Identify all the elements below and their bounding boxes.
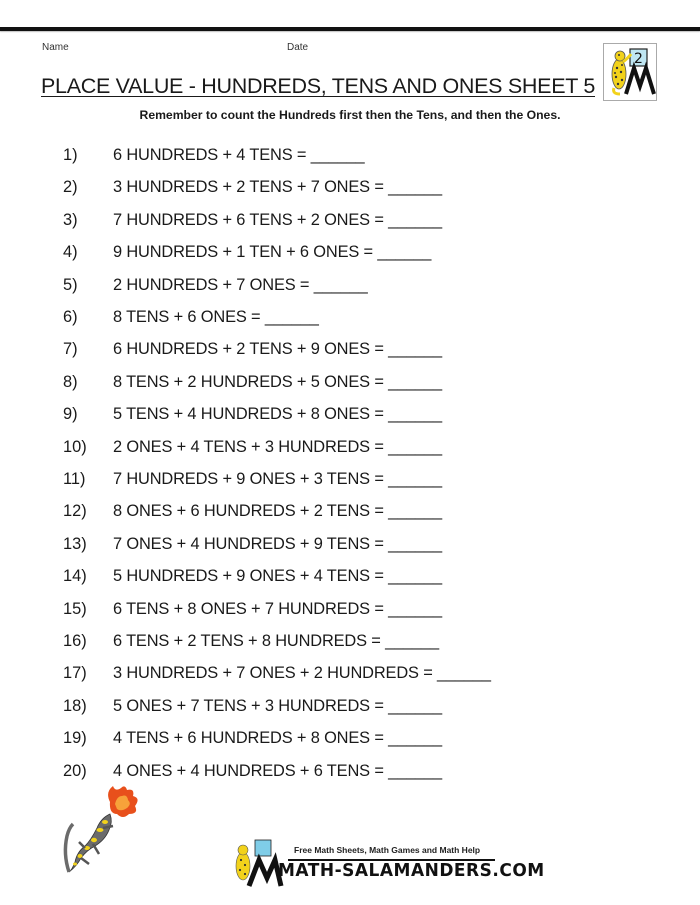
question-expression[interactable]: 7 HUNDREDS + 9 ONES + 3 TENS = ______ <box>113 470 442 488</box>
top-rule <box>0 27 700 31</box>
question-expression[interactable]: 5 TENS + 4 HUNDREDS + 8 ONES = ______ <box>113 405 442 424</box>
question-row <box>0 433 700 461</box>
question-number: 6) <box>63 308 78 326</box>
question-number: 4) <box>63 243 78 262</box>
question-expression[interactable]: 4 TENS + 6 HUNDREDS + 8 ONES = ______ <box>113 729 442 748</box>
question-expression[interactable]: 9 HUNDREDS + 1 TEN + 6 ONES = ______ <box>113 243 432 262</box>
question-number: 1) <box>63 146 78 164</box>
question-number: 14) <box>63 567 87 586</box>
question-row <box>0 303 700 331</box>
question-row <box>0 206 700 234</box>
question-number: 17) <box>63 664 87 683</box>
page-title: PLACE VALUE - HUNDREDS, TENS AND ONES SHEET 5 <box>41 74 596 98</box>
question-expression[interactable]: 2 HUNDREDS + 7 ONES = ______ <box>113 275 368 294</box>
question-row <box>0 562 700 590</box>
question-row <box>0 173 700 201</box>
question-row <box>0 368 700 396</box>
question-number: 2) <box>63 178 78 197</box>
question-expression[interactable]: 6 TENS + 8 ONES + 7 HUNDREDS = ______ <box>113 599 442 618</box>
question-number: 7) <box>63 340 78 359</box>
question-number: 20) <box>63 761 87 780</box>
instructions: Remember to count the Hundreds first then the Tens, and then the Ones. <box>139 108 561 122</box>
question-number: 3) <box>63 210 78 229</box>
question-row <box>0 595 700 623</box>
question-number: 9) <box>63 405 78 424</box>
question-expression[interactable]: 5 ONES + 7 TENS + 3 HUNDREDS = ______ <box>113 696 442 715</box>
question-number: 16) <box>63 632 87 650</box>
question-number: 15) <box>63 599 87 618</box>
question-expression[interactable]: 8 TENS + 6 ONES = ______ <box>113 308 319 326</box>
question-row <box>0 530 700 558</box>
question-row <box>0 400 700 428</box>
question-row <box>0 238 700 266</box>
question-expression[interactable]: 2 ONES + 4 TENS + 3 HUNDREDS = ______ <box>113 437 442 456</box>
question-row <box>0 659 700 687</box>
question-expression[interactable]: 3 HUNDREDS + 7 ONES + 2 HUNDREDS = ______ <box>113 664 491 683</box>
question-row <box>0 141 700 169</box>
question-expression[interactable]: 5 HUNDREDS + 9 ONES + 4 TENS = ______ <box>113 567 442 586</box>
question-number: 18) <box>63 696 87 715</box>
question-expression[interactable]: 3 HUNDREDS + 2 TENS + 7 ONES = ______ <box>113 178 442 197</box>
question-expression[interactable]: 8 TENS + 2 HUNDREDS + 5 ONES = ______ <box>113 372 442 391</box>
question-number: 5) <box>63 275 78 294</box>
question-expression[interactable]: 4 ONES + 4 HUNDREDS + 6 TENS = ______ <box>113 761 442 780</box>
question-number: 10) <box>63 437 87 456</box>
question-expression[interactable]: 7 ONES + 4 HUNDREDS + 9 TENS = ______ <box>113 534 442 553</box>
question-row <box>0 497 700 525</box>
salamander-easel-icon <box>603 43 657 101</box>
question-expression[interactable]: 6 TENS + 2 TENS + 8 HUNDREDS = ______ <box>113 632 439 650</box>
question-row <box>0 465 700 493</box>
name-label: Name <box>42 42 69 53</box>
question-row <box>0 271 700 299</box>
question-row <box>0 627 700 655</box>
question-number: 12) <box>63 502 87 521</box>
question-number: 13) <box>63 534 87 553</box>
question-row <box>0 724 700 752</box>
question-expression[interactable]: 8 ONES + 6 HUNDREDS + 2 TENS = ______ <box>113 502 442 521</box>
footer-site-link[interactable]: MATH-SALAMANDERS.COM <box>278 860 545 882</box>
svg-text:2: 2 <box>634 51 643 67</box>
question-expression[interactable]: 6 HUNDREDS + 4 TENS = ______ <box>113 146 365 164</box>
question-number: 8) <box>63 372 78 391</box>
fire-breathing-salamander-icon <box>55 784 155 884</box>
question-expression[interactable]: 6 HUNDREDS + 2 TENS + 9 ONES = ______ <box>113 340 442 359</box>
date-label: Date <box>287 42 309 53</box>
footer-tagline: Free Math Sheets, Math Games and Math Help <box>294 845 481 855</box>
question-row <box>0 757 700 785</box>
question-number: 11) <box>63 470 86 488</box>
question-row <box>0 335 700 363</box>
question-row <box>0 692 700 720</box>
question-expression[interactable]: 7 HUNDREDS + 6 TENS + 2 ONES = ______ <box>113 210 442 229</box>
question-number: 19) <box>63 729 87 748</box>
